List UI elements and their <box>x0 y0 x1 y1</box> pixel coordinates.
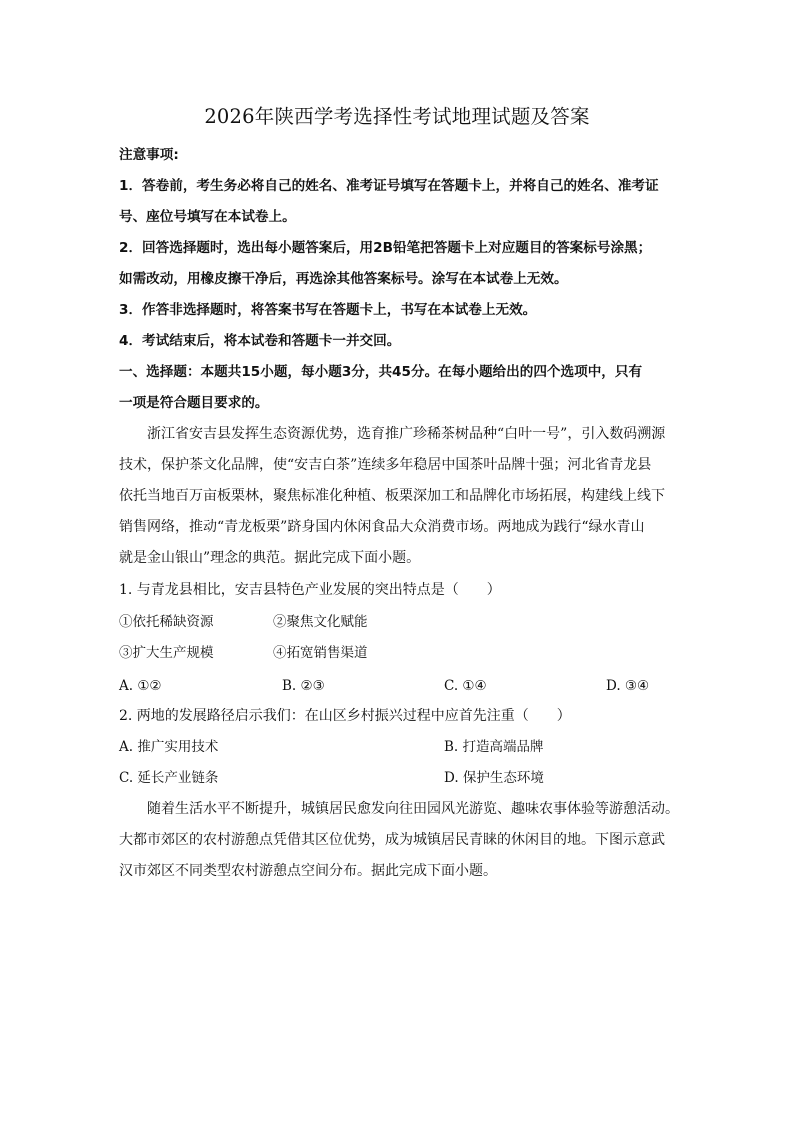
question-1-option-c: C. ①④ <box>444 678 487 694</box>
question-1-item-3: ③扩大生产规模 <box>119 645 214 661</box>
question-2-option-d: D. 保护生态环境 <box>444 770 544 786</box>
question-2-stem: 2. 两地的发展路径启示我们：在山区乡村振兴过程中应首先注重（ ） <box>119 708 571 724</box>
notice-item-2-cont: 如需改动，用橡皮擦干净后，再选涂其他答案标号。涂写在本试卷上无效。 <box>119 271 568 287</box>
passage2-line-1: 随着生活水平不断提升，城镇居民愈发向往田园风光游览、趣味农事体验等游憩活动。 <box>147 801 679 817</box>
notice-item-2: 2．回答选择题时，选出每小题答案后，用2B铅笔把答题卡上对应题目的答案标号涂黑； <box>119 240 652 256</box>
question-2-option-c: C. 延长产业链条 <box>119 770 219 786</box>
notice-item-4: 4．考试结束后，将本试卷和答题卡一并交回。 <box>119 333 401 349</box>
question-2-option-b: B. 打造高端品牌 <box>444 739 544 755</box>
question-1-option-b: B. ②③ <box>282 678 325 694</box>
passage1-line-4: 销售网络，推动“青龙板栗”跻身国内休闲食品大众消费市场。两地成为践行“绿水青山 <box>119 519 645 535</box>
page-title: 2026年陕西学考选择性考试地理试题及答案 <box>204 105 590 128</box>
notice-item-1-cont: 号、座位号填写在本试卷上。 <box>119 209 296 225</box>
passage2-line-3: 汉市郊区不同类型农村游憩点空间分布。据此完成下面小题。 <box>119 863 497 879</box>
passage2-line-2: 大都市郊区的农村游憩点凭借其区位优势，成为城镇居民青睐的休闲目的地。下图示意武 <box>119 832 665 848</box>
question-2-option-a: A. 推广实用技术 <box>119 739 219 755</box>
question-1-item-2: ②聚焦文化赋能 <box>273 614 368 630</box>
passage1-line-2: 技术，保护茶文化品牌，使“安吉白茶”连续多年稳居中国茶叶品牌十强；河北省青龙县 <box>119 457 652 473</box>
section-heading: 一、选择题：本题共15小题，每小题3分，共45分。在每小题给出的四个选项中，只有 <box>119 364 643 380</box>
passage1-line-3: 依托当地百万亩板栗林，聚焦标准化种植、板栗深加工和品牌化市场拓展，构建线上线下 <box>119 488 665 504</box>
notice-heading: 注意事项: <box>119 147 179 163</box>
notice-item-1: 1．答卷前，考生务必将自己的姓名、准考证号填写在答题卡上，并将自己的姓名、准考证 <box>119 178 659 194</box>
question-1-stem: 1. 与青龙县相比，安吉县特色产业发展的突出特点是（ ） <box>119 582 501 598</box>
question-1-item-1: ①依托稀缺资源 <box>119 614 214 630</box>
notice-item-3: 3．作答非选择题时，将答案书写在答题卡上，书写在本试卷上无效。 <box>119 302 537 318</box>
question-1-option-d: D. ③④ <box>606 678 650 694</box>
question-1-option-a: A. ①② <box>119 678 162 694</box>
passage1-line-5: 就是金山银山”理念的典范。据此完成下面小题。 <box>119 550 421 566</box>
section-heading-cont: 一项是符合题目要求的。 <box>119 395 269 411</box>
question-1-item-4: ④拓宽销售渠道 <box>273 645 368 661</box>
passage1-line-1: 浙江省安吉县发挥生态资源优势，选育推广珍稀茶树品种“白叶一号”，引入数码溯源 <box>147 426 666 442</box>
